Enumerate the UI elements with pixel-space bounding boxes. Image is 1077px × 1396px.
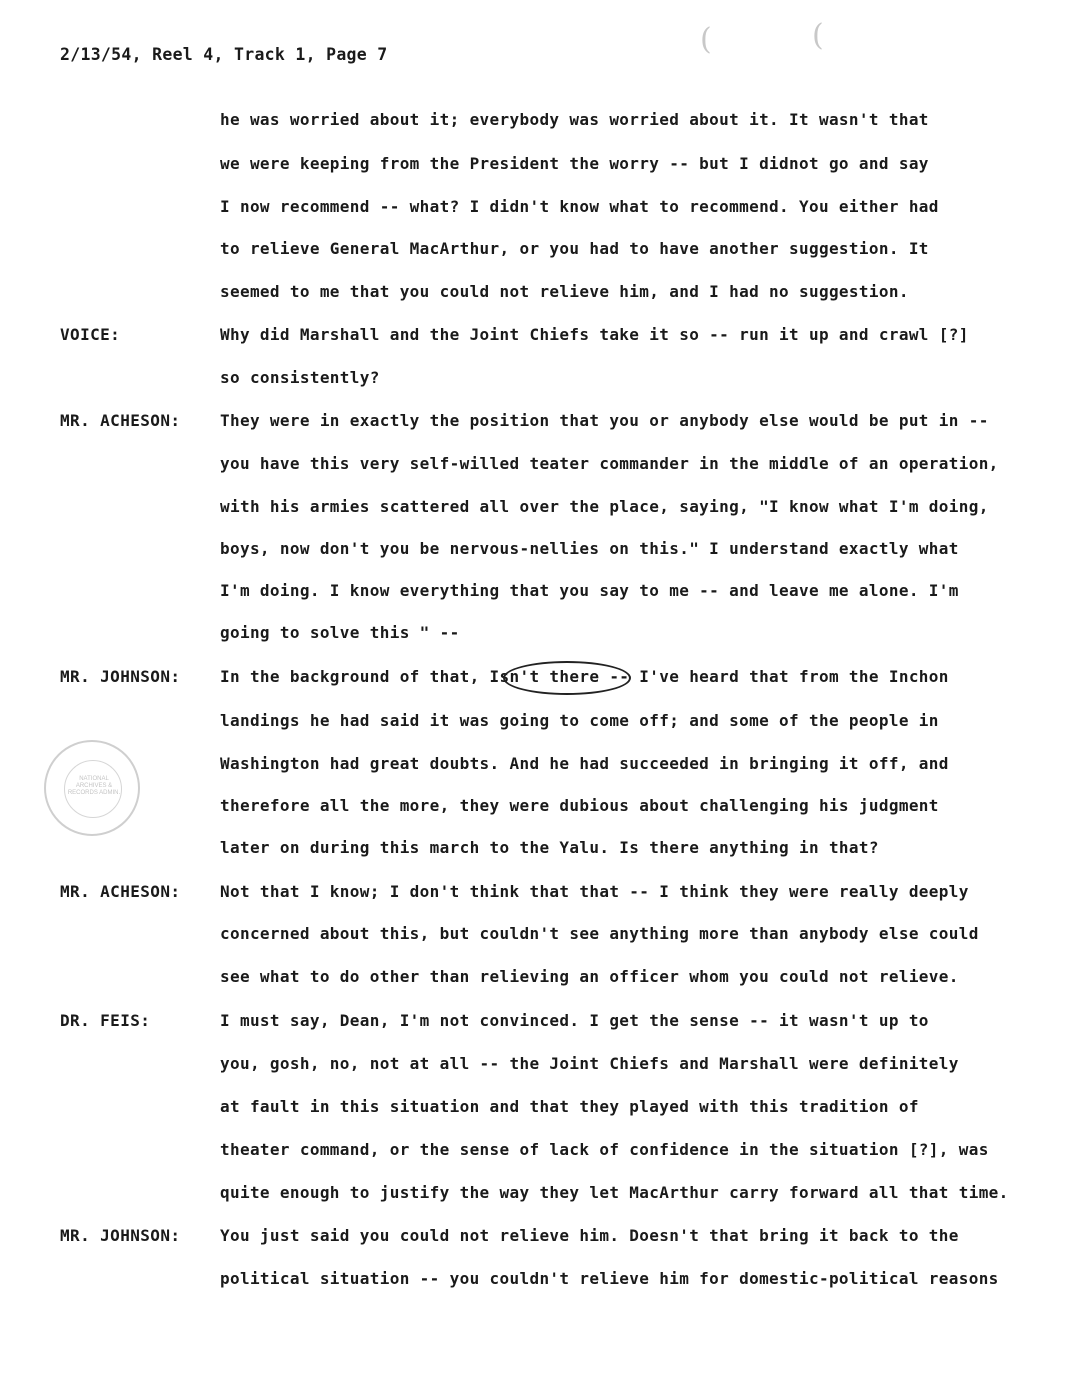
text-line: I'm doing. I know everything that you say to me -- and leave me alone. I'm xyxy=(220,581,959,600)
punch-mark: ( xyxy=(700,22,712,57)
speaker-label: DR. FEIS: xyxy=(60,1011,151,1030)
text-line: you have this very self-willed teater commander in the middle of an operation, xyxy=(220,454,999,473)
text-line: political situation -- you couldn't relieve him for domestic-political reasons xyxy=(220,1269,999,1288)
text-line: quite enough to justify the way they let MacArthur carry forward all that time. xyxy=(220,1183,1009,1202)
speaker-label: MR. JOHNSON: xyxy=(60,1226,181,1245)
text-line: They were in exactly the position that you or anybody else would be put in -- xyxy=(220,411,989,430)
punch-mark: ( xyxy=(812,18,824,53)
text-line: Not that I know; I don't think that that -- I think they were really deeply xyxy=(220,882,969,901)
text-line: Why did Marshall and the Joint Chiefs take it so -- run it up and crawl [?] xyxy=(220,325,969,344)
text-line: at fault in this situation and that they played with this tradition of xyxy=(220,1097,919,1116)
text-line: he was worried about it; everybody was worried about it. It wasn't that xyxy=(220,110,929,129)
handwritten-circle xyxy=(503,661,631,695)
text-line: with his armies scattered all over the place, saying, "I know what I'm doing, xyxy=(220,497,989,516)
speaker-label: MR. JOHNSON: xyxy=(60,667,181,686)
stamp-text xyxy=(66,776,122,797)
speaker-label: VOICE: xyxy=(60,325,121,344)
text-line: therefore all the more, they were dubious about challenging his judgment xyxy=(220,796,939,815)
text-line: Washington had great doubts. And he had succeeded in bringing it off, and xyxy=(220,754,949,773)
stamp-middle-text: NATIONAL ARCHIVES & RECORDS ADMIN. xyxy=(67,776,121,796)
text-line: concerned about this, but couldn't see anything more than anybody else could xyxy=(220,924,979,943)
text-line: to relieve General MacArthur, or you had to have another suggestion. It xyxy=(220,239,929,258)
text-line: theater command, or the sense of lack of confidence in the situation [?], was xyxy=(220,1140,989,1159)
text-line: later on during this march to the Yalu. Is there anything in that? xyxy=(220,838,879,857)
text-line: In the background of that, Isn't there -- I've heard that from the Inchon xyxy=(220,667,949,686)
text-line: I must say, Dean, I'm not convinced. I get the sense -- it wasn't up to xyxy=(220,1011,929,1030)
text-line: see what to do other than relieving an officer whom you could not relieve. xyxy=(220,967,959,986)
text-line: You just said you could not relieve him. Doesn't that bring it back to the xyxy=(220,1226,959,1245)
speaker-label: MR. ACHESON: xyxy=(60,411,181,430)
text-line: we were keeping from the President the worry -- but I didnot go and say xyxy=(220,154,929,173)
text-line: I now recommend -- what? I didn't know what to recommend. You either had xyxy=(220,197,939,216)
text-line: so consistently? xyxy=(220,368,380,387)
text-line: going to solve this " -- xyxy=(220,623,460,642)
archive-stamp xyxy=(44,740,140,836)
text-line: seemed to me that you could not relieve him, and I had no suggestion. xyxy=(220,282,909,301)
speaker-label: MR. ACHESON: xyxy=(60,882,181,901)
text-line: boys, now don't you be nervous-nellies on this." I understand exactly what xyxy=(220,539,959,558)
page-header: 2/13/54, Reel 4, Track 1, Page 7 xyxy=(60,45,388,64)
text-line: landings he had said it was going to come off; and some of the people in xyxy=(220,711,939,730)
text-line: you, gosh, no, not at all -- the Joint Chiefs and Marshall were definitely xyxy=(220,1054,959,1073)
